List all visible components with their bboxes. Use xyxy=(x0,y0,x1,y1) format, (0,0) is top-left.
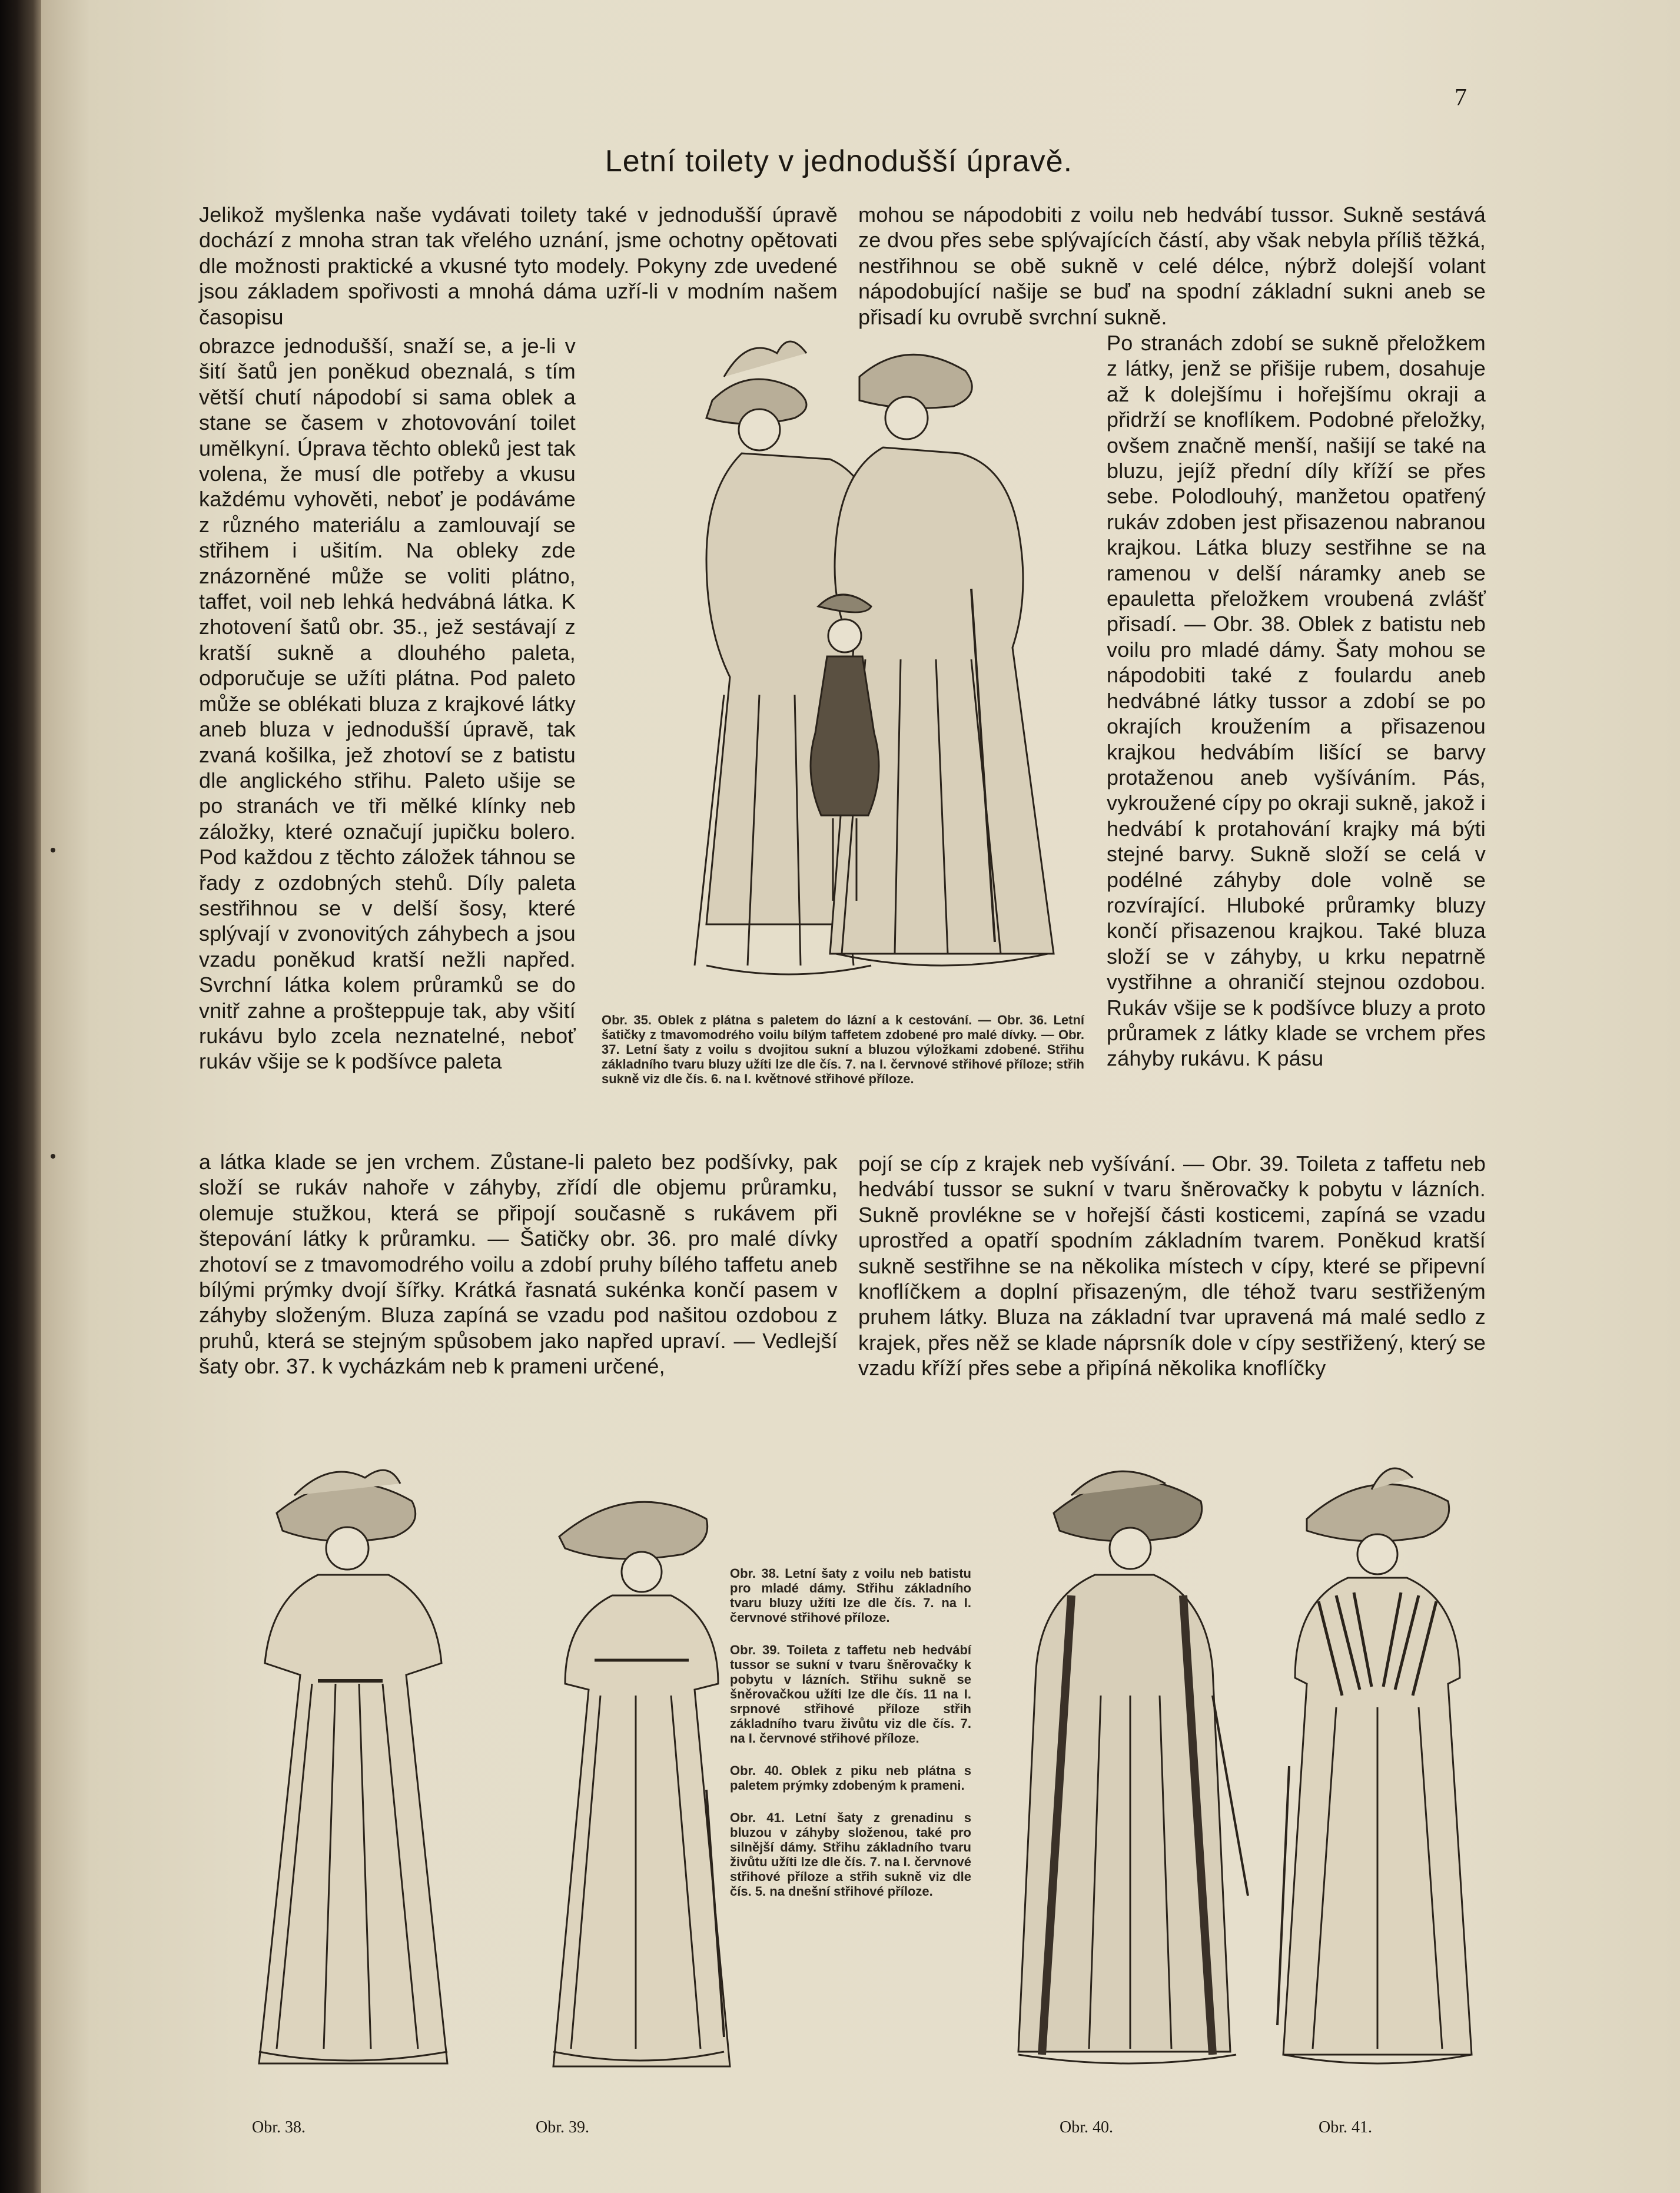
fashion-illustration-obr35-37 xyxy=(624,330,1095,989)
figure-caption-obr35-37: Obr. 35. Oblek z plátna s paletem do lázní a k cestování. — Obr. 36. Letní šatičky z tmavomodrého voilu bílým taffetem zdobené pro malé dívky. — Obr. 37. Letní šaty z voilu s dvojitou sukní a bluzou výložkami zdobené. Střihu základního tvaru bluzy užíti lze dle čís. 7. na I. červnové střihové příloze; střih sukně viz dle čís. 6. na I. květnové střihové příloze. xyxy=(602,1013,1084,1086)
fashion-illustration-obr38 xyxy=(224,1460,483,2078)
figure-label-obr39: Obr. 39. xyxy=(536,2118,589,2136)
article-title: Letní toilety v jednodušší úpravě. xyxy=(605,144,1073,178)
caption-obr41: Obr. 41. Letní šaty z grenadinu s bluzou v záhyby složenou, také pro silnější dámy. Střihu základního tvaru živůtu užíti lze dle čís. 7. na I. červnové střihové příloze a střih sukně viz dle čís. 5. na dnešní střihové příloze. xyxy=(730,1810,971,1899)
left-column-narrow: obrazce jednodušší, snaží se, a je-li v šití šatů jen poněkud obeznalá, s tím větší chutí nápodobí si sama oblek a stane se časem v zhotovování toilet umělkyní. Úprava těchto obleků jest tak volena, že musí dle potřeby a vkusu každému vyhověti, neboť je podáváme z různého materiálu a zamlouvají se střihem i ušitím. Na obleky zde znázorněné může se voliti plátno, taffet, voil neb lehká hedvábná látka. K zhotovení šatů obr. 35., jež sestávají z kratší sukně a dlouhého paleta, odporučuje se užíti plátna. Pod paleto může se oblékati bluza z krajkové látky aneb bluza v jednodušší úpravě, tak zvaná košilka, jež zhotoví se z batistu dle anglického střihu. Paleto ušije se po stranách ve tři mělké klínky neb záložky, které označují jupičku bolero. Pod každou z těchto záložek táhnou se řady z ozdobných stehů. Díly paleta sestřihnou se v delší šosy, které splývají v zvonovitých záhybech a jsou vzadu poněkud kratší nežli napřed. Svrchní látka kolem průramků se do vnitř zahne a prošteppuje tak, aby všití rukávu bylo zcela neznatelné, neboť rukáv všije se k podšívce paleta xyxy=(199,334,576,1074)
caption-obr38: Obr. 38. Letní šaty z voilu neb batistu pro mladé dámy. Střihu základního tvaru bluzy užíti lze dle čís. 7. na I. červnové střihové příloze. xyxy=(730,1566,971,1625)
caption-obr40: Obr. 40. Oblek z piku neb plátna s paletem prýmky zdobeným k prameni. xyxy=(730,1763,971,1793)
figure-captions-obr38-41 xyxy=(730,1566,971,2072)
fashion-illustration-obr41 xyxy=(1254,1460,1501,2084)
figure-label-obr40: Obr. 40. xyxy=(1060,2118,1113,2136)
left-column-bottom: a látka klade se jen vrchem. Zůstane-li paleto bez podšívky, pak složí se rukáv nahoře v záhyby, zřídí dle objemu průramku, olemuje stužkou, která se připojí současně s rukávem při štepování látky k průramku. — Šatičky obr. 36. pro malé dívky zhotoví se z tmavomodrého voilu a zdobí pruhy bílého taffetu aneb bílými prýmky dvojí šířky. Krátká řasnatá sukénka končí pasem v záhyby složeným. Bluza zapíná se vzadu pod našitou ozdobou z pruhů, která se stejným spůsobem jako napřed upraví. — Vedlejší šaty obr. 37. k vycházkám neb k prameni určené, xyxy=(199,1150,838,1379)
figure-label-obr41: Obr. 41. xyxy=(1319,2118,1372,2136)
right-column-narrow: Po stranách zdobí se sukně přeložkem z látky, jenž se přišije rubem, dosahuje až k dolejšímu i hořejšímu okraji a přidrží se knoflíkem. Podobné přeložky, ovšem značně menší, našijí se také na bluzu, jejíž přední díly kříží se přes sebe. Polodlouhý, manžetou opatřený rukáv zdoben jest přisazenou nabranou krajkou. Látka bluzy sestřihne se na ramenou v delší náramky aneb se epauletta přeložkem vroubená zvlášť přisadí. — Obr. 38. Oblek z batistu neb voilu pro mladé dámy. Šaty mohou se nápodobiti také z foulardu aneb hedvábné látky tussor a zdobí se po okrajích kroužením a přisazenou krajkou hedvábím lišící se barvy protaženou aneb vyšíváním. Pás, vykroužené cípy po okraji sukně, jakož i hedvábí k protahování krajky má býti stejné barvy. Sukně složí se celá v podélné záhyby dole volně se rozvírající. Hluboké průramky bluzy končí přisazenou krajkou. Také bluza složí se v záhyby, u krku nepatrně vystřihne a ohraničí stejnou ozdobou. Rukáv všije se k podšívce bluzy a proto průramek z látky klade se vrchem přes záhyby rukávu. K pásu xyxy=(1107,331,1486,1071)
print-speck xyxy=(51,1154,55,1159)
fashion-illustration-obr39 xyxy=(512,1484,759,2078)
print-speck xyxy=(51,848,55,852)
caption-obr39: Obr. 39. Toileta z taffetu neb hedvábí tussor se sukní v tvaru šněrovačky k pobytu v lázních. Střihu sukně se šněrovačkou užíti lze dle čís. 11 na I. srpnové střihové příloze střih základního tvaru živůtu viz dle čís. 7. na I. červnové střihové příloze. xyxy=(730,1643,971,1746)
left-column-top: Jelikož myšlenka naše vydávati toilety také v jednodušší úpravě dochází z mnoha stran tak vřelého uznání, jsme ochotny opětovati dle možnosti praktické a vkusné tyto modely. Pokyny zde uvedené jsou základem spořivosti a mnohá dáma uzří-li v modním našem časopisu xyxy=(199,203,838,329)
right-column-top: mohou se nápodobiti z voilu neb hedvábí tussor. Sukně sestává ze dvou přes sebe splývajících částí, aby však nebyla příliš těžká, nestřihnou se obě sukně v celé délce, nýbrž dolejší volant nápodobující našije se buď na spodní základní sukni aneb se přisadí ku ovrubě svrchní sukně. xyxy=(858,203,1486,329)
book-spine xyxy=(0,0,41,2193)
fashion-illustration-obr40 xyxy=(1001,1460,1260,2084)
page-number: 7 xyxy=(1455,84,1467,111)
figure-label-obr38: Obr. 38. xyxy=(252,2118,306,2136)
right-column-bottom: pojí se cíp z krajek neb vyšívání. — Obr. 39. Toileta z taffetu neb hedvábí tussor se sukní v tvaru šněrovačky k pobytu v lázních. Sukně provlékne se v hořejší části kosticemi, zapíná se vzadu uprostřed a opatří spodním základním tvarem. Poněkud kratší sukně sestřihne se na několika místech v cípy, které se připevní knoflíčkem a doplní přisazeným, dle téhož tvaru sestřiženým pruhem látky. Bluza na základní tvar upravená má malé sedlo z krajek, přes něž se klade náprsník dole v cípy sestřižený, který se vzadu kříží přes sebe a připíná několika knoflíčky xyxy=(858,1152,1486,1381)
